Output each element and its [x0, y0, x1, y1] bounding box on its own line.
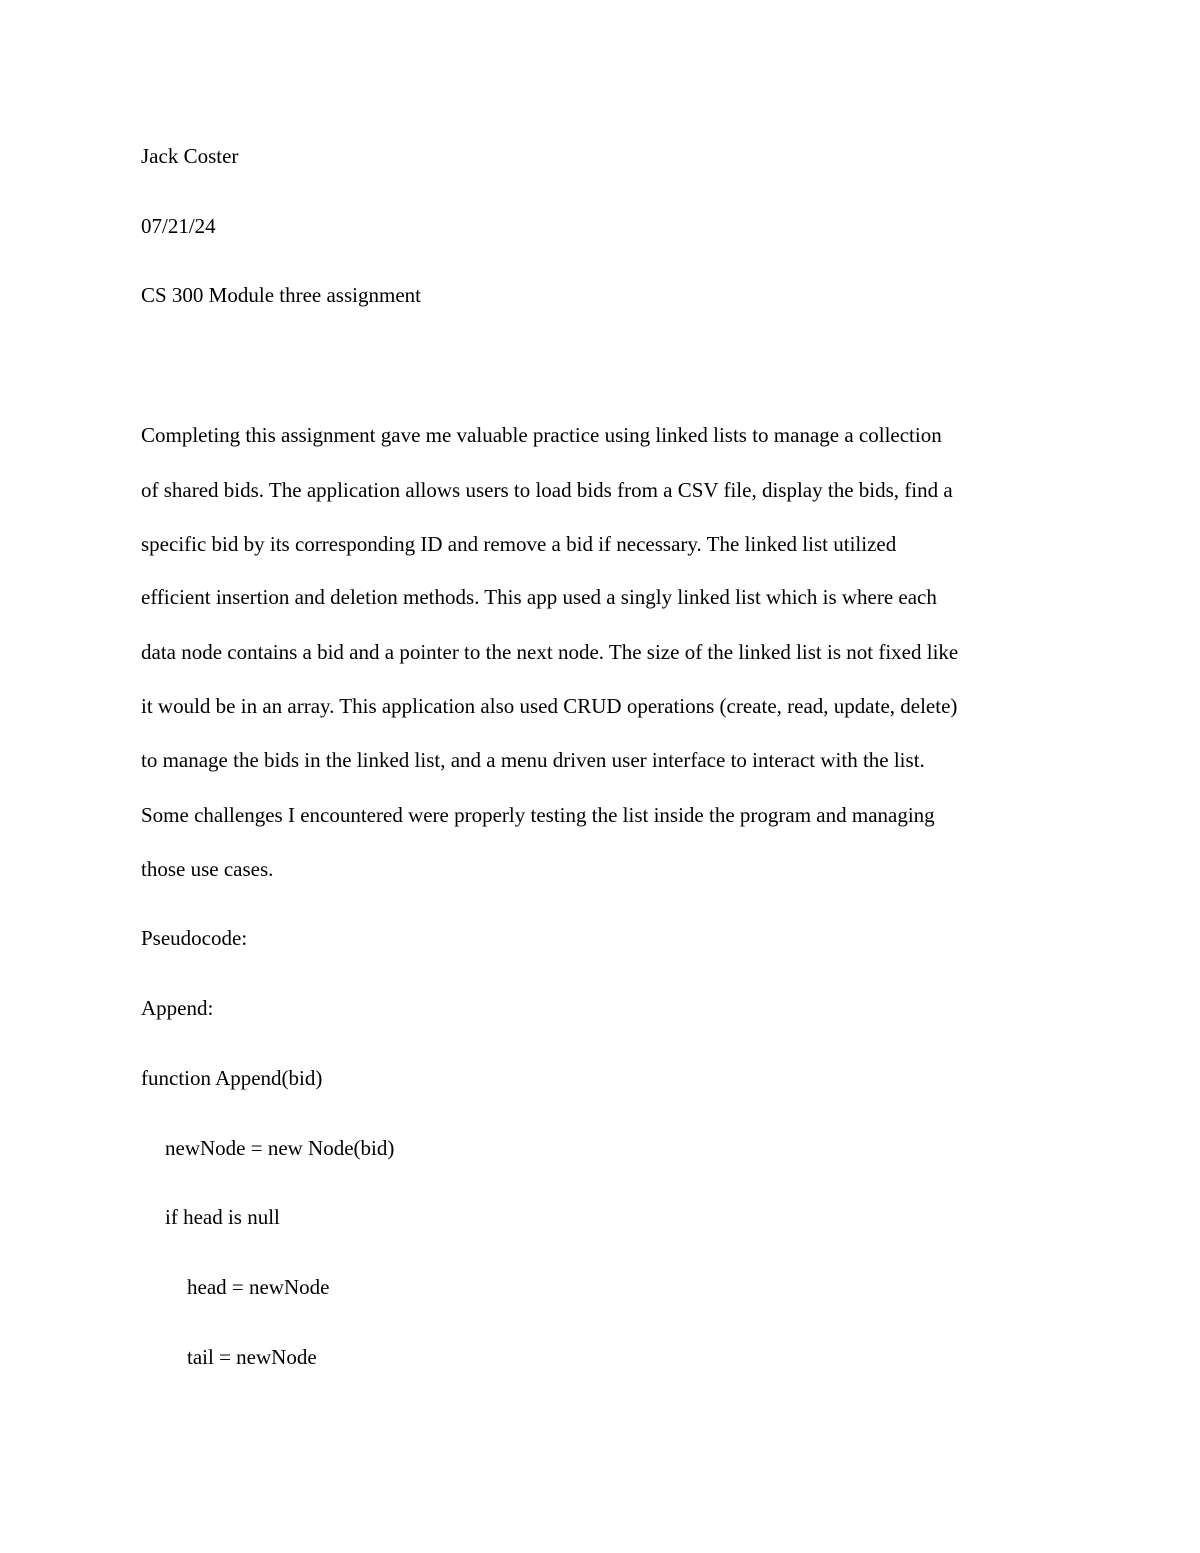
- paragraph-line: to manage the bids in the linked list, and a menu driven user interface to interact with the list.: [141, 748, 925, 772]
- code-line: newNode = new Node(bid): [165, 1136, 395, 1160]
- code-line: if head is null: [165, 1205, 280, 1229]
- pseudocode-heading: Pseudocode:: [141, 926, 248, 950]
- paragraph-line: specific bid by its corresponding ID and remove a bid if necessary. The linked list utilized: [141, 532, 897, 556]
- paragraph-line: those use cases.: [141, 857, 274, 881]
- author-name: Jack Coster: [141, 144, 239, 168]
- code-line: head = newNode: [187, 1275, 330, 1299]
- paragraph-line: efficient insertion and deletion methods. This app used a singly linked list which is where each: [141, 585, 937, 609]
- course-title: CS 300 Module three assignment: [141, 283, 421, 307]
- code-line: function Append(bid): [141, 1066, 323, 1090]
- paragraph-line: Some challenges I encountered were properly testing the list inside the program and managing: [141, 803, 935, 827]
- paragraph-line: data node contains a bid and a pointer to the next node. The size of the linked list is not fixed like: [141, 640, 959, 664]
- pseudocode-section-title: Append:: [141, 996, 214, 1020]
- paragraph-line: of shared bids. The application allows users to load bids from a CSV file, display the bids, find a: [141, 478, 953, 502]
- paragraph-line: Completing this assignment gave me valuable practice using linked lists to manage a collection: [141, 423, 942, 447]
- code-line: tail = newNode: [187, 1345, 317, 1369]
- document-date: 07/21/24: [141, 214, 216, 238]
- paragraph-line: it would be in an array. This application also used CRUD operations (create, read, update, delete): [141, 694, 958, 718]
